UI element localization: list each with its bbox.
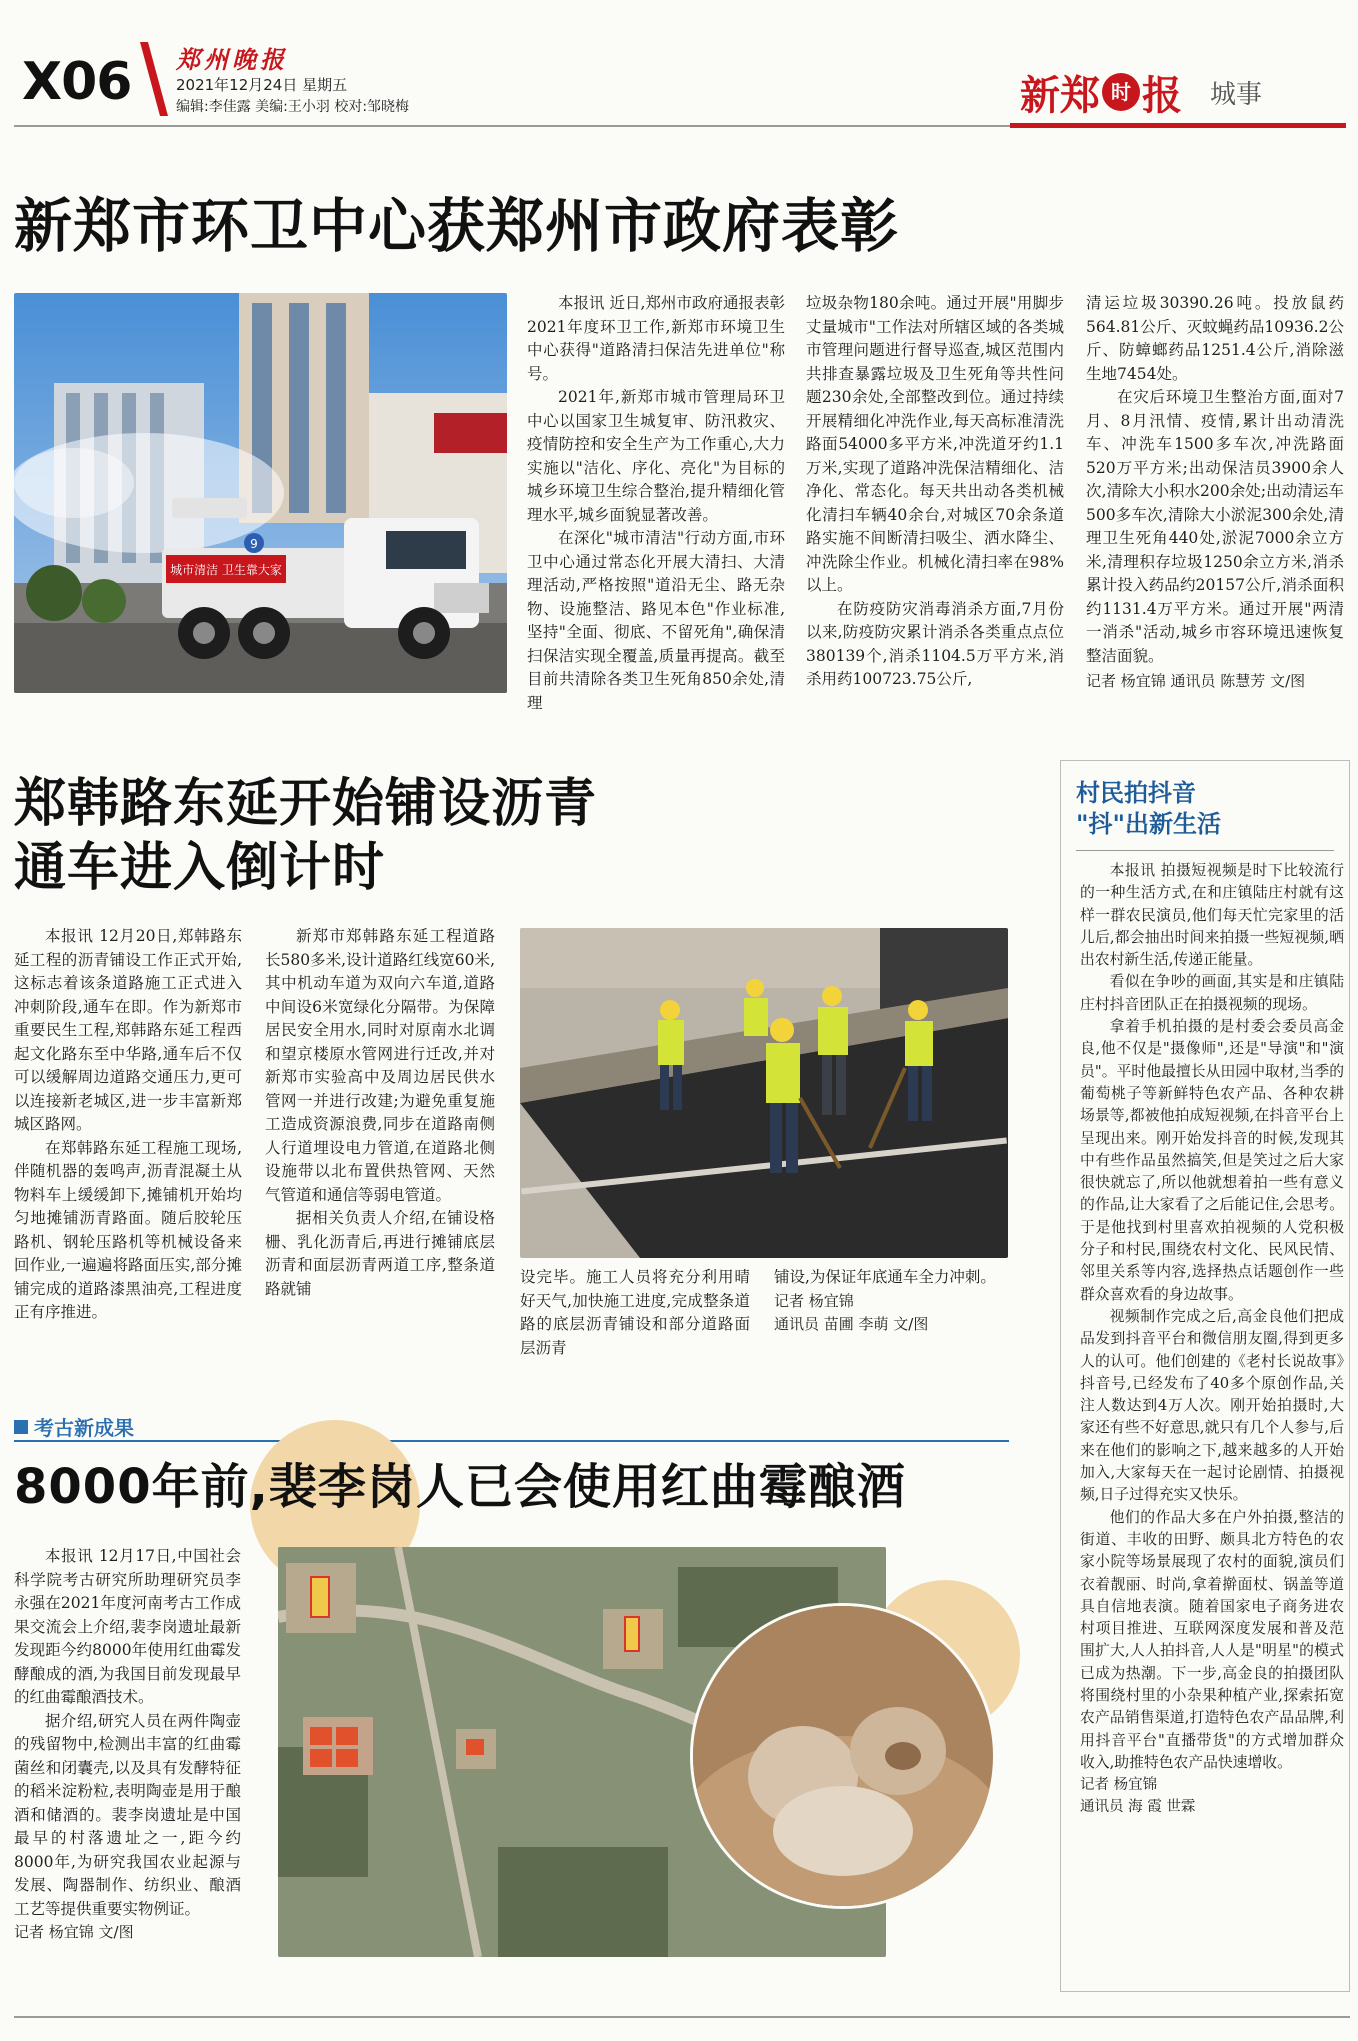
story1-paragraph: 在防疫防灾消毒消杀方面,7月份以来,防疫防灾累计消杀各类重点点位380139个,消杀1104.5万平方米,消杀用药100723.75公斤, <box>806 599 1064 688</box>
story2-headline-line1: 郑韩路东延开始铺设沥青 <box>14 774 598 834</box>
story2-column-3 <box>520 1266 750 1360</box>
story1-column-3 <box>1086 292 1344 693</box>
story2-paragraph: 本报讯 12月20日,郑韩路东延工程的沥青铺设工作正式开始,这标志着该条道路施工正式进入冲刺阶段,通车在即。作为新郑市重要民生工程,郑韩路东延工程西起文化路东至中华路,通车后不仅可以缓解周边道路交通压力,更可以连接新老城区,进一步丰富新郑城区路网。 <box>14 927 242 1133</box>
sidebar-paragraph: 拿着手机拍摄的是村委会委员高金良,他不仅是"摄像师",还是"导演"和"演员"。平时他最擅长从田园中取材,当季的葡萄桃子等新鲜特色农产品、各种农耕场景等,都被他拍成短视频,在抖音平台上呈现出来。刚开始发抖音的时候,发现其中有些作品虽然搞笑,但是笑过之后大家很快就忘了,所以他就想着拍一些有意义的作品,让大家看了之后能记住,会思考。于是他找到村里喜欢拍视频的人党积极分子和村民,围绕农村文化、民风民情、邻里关系等内容,选择热点话题创作一些群众喜欢看的身边故事。 <box>1080 1018 1344 1303</box>
masthead-slash-icon <box>136 40 170 118</box>
sanitation-truck-photo <box>14 293 507 693</box>
story1-paragraph: 本报讯 近日,郑州市政府通报表彰2021年度环卫工作,新郑市环境卫生中心获得"道路清扫保洁先进单位"称号。 <box>527 294 785 383</box>
editor-credits: 编辑:李佳露 美编:王小羽 校对:邹晓梅 <box>176 99 410 115</box>
masthead-red-rule <box>1010 123 1346 128</box>
brand-logo <box>1020 62 1262 122</box>
page-code: X06 <box>22 52 132 112</box>
masthead <box>0 0 1358 135</box>
kicker-square-icon <box>14 1420 28 1434</box>
story1-headline: 新郑市环卫中心获郑州市政府表彰 <box>14 192 900 260</box>
story2-byline-2: 通讯员 苗圃 李萌 文/图 <box>774 1314 929 1333</box>
sidebar-rule <box>1076 850 1334 851</box>
sidebar-body <box>1080 860 1344 1818</box>
story3-byline: 记者 杨宜锦 文/图 <box>14 1923 134 1941</box>
story1-paragraph: 2021年,新郑市城市管理局环卫中心以国家卫生城复审、防汛救灾、疫情防控和安全生产为工作重心,大力实施以"洁化、序化、亮化"为目标的城乡环境卫生综合整治,提升精细化管理水平,城乡面貌显著改善。 <box>527 388 785 524</box>
masthead-gray-rule <box>14 125 1010 127</box>
story1-column-1 <box>527 292 785 715</box>
story2-headline-line2: 通车进入倒计时 <box>14 838 386 898</box>
truck-banner-text: 城市清洁 卫生靠大家 <box>170 563 282 577</box>
sidebar-byline-2: 通讯员 海 霞 世霖 <box>1080 1799 1196 1816</box>
sidebar-paragraph: 视频制作完成之后,高金良他们把成品发到抖音平台和微信朋友圈,得到更多人的认可。他们创建的《老村长说故事》抖音号,已经发布了40多个原创作品,关注人数达到4万人次。刚开始拍摄时,大家还有些不好意思,就只有几个人参与,后来在他们的影响之下,越来越多的人开始加入,大家每天在一起讨论剧情、拍摄视频,日子过得充实又快乐。 <box>1080 1307 1344 1504</box>
story2-headline <box>14 772 597 900</box>
story3-kicker <box>14 1412 134 1441</box>
story1-paragraph: 清运垃圾30390.26吨。投放鼠药564.81公斤、灭蚊蝇药品10936.2公斤、防蟑螂药品1251.4公斤,消除滋生地7454处。 <box>1086 294 1344 383</box>
sidebar-paragraph: 本报讯 拍摄短视频是时下比较流行的一种生活方式,在和庄镇陆庄村就有这样一群农民演员,他们每天忙完家里的活儿后,都会抽出时间来拍摄一些短视频,晒出农村新生活,传递正能量。 <box>1080 862 1344 969</box>
story2-paragraph: 新郑市郑韩路东延工程道路长580多米,设计道路红线宽60米,其中机动车道为双向六车道,道路中间设6米宽绿化分隔带。为保障居民安全用水,同时对原南水北调和望京楼原水管网进行迁改,并对新郑市实验高中及周边居民供水管网一并进行改建;为避免重复施工造成资源浪费,同步在道路南侧人行道埋设电力管道,在道路北侧设施带以北布置供热管网、天然气管道和通信等弱电管道。 <box>265 927 495 1204</box>
story2-paragraph: 据相关负责人介绍,在铺设格栅、乳化沥青后,再进行摊铺底层沥青和面层沥青两道工序,整条道路就铺 <box>265 1209 495 1298</box>
story1-byline: 记者 杨宜锦 通讯员 陈慧芳 文/图 <box>1086 672 1306 690</box>
paper-name-logo: 郑州晚报 <box>176 45 288 74</box>
sidebar-headline <box>1076 778 1221 840</box>
story3-body <box>14 1545 241 1944</box>
sidebar-paragraph: 看似在争吵的画面,其实是和庄镇陆庄村抖音团队正在拍摄视频的现场。 <box>1080 973 1344 1013</box>
pottery-inset-circle <box>690 1603 996 1909</box>
sidebar-paragraph: 他们的作品大多在户外拍摄,整洁的街道、丰收的田野、颇具北方特色的农家小院等场景展现了农村的面貌,演员们衣着靓丽、时尚,拿着擀面杖、锅盖等道具自信地表演。随着国家电子商务进农村项目推进、互联网深度发展和普及范围扩大,人人拍抖音,人人是"明星"的模式已成为热潮。下一步,高金良的拍摄团队将围绕村里的小杂果种植产业,探索拓宽农产品销售渠道,打造特色农产品品牌,利用抖音平台"直播带货"的方式增加群众收入,助推特色农产品快速增收。 <box>1080 1508 1344 1771</box>
brand-part2: 报 <box>1142 72 1182 119</box>
story2-column-1 <box>14 925 242 1325</box>
story3-paragraph: 本报讯 12月17日,中国社会科学院考古研究所助理研究员李永强在2021年度河南考古工作成果交流会上介绍,裴李岗遗址最新发现距今约8000年使用红曲霉发酵酿成的酒,为我国目前发现最早的红曲霉酿酒技术。 <box>14 1547 241 1706</box>
truck-number: 9 <box>250 537 258 551</box>
issue-date: 2021年12月24日 星期五 <box>176 76 348 94</box>
story2-column-4 <box>774 1266 1008 1336</box>
sidebar-byline-1: 记者 杨宜锦 <box>1080 1777 1158 1794</box>
story2-paragraph: 铺设,为保证年底通车全力冲刺。 <box>774 1268 996 1286</box>
story2-column-2 <box>265 925 495 1301</box>
kicker-label: 考古新成果 <box>34 1416 134 1440</box>
brand-circle: 时 <box>1102 73 1140 111</box>
story2-byline-1: 记者 杨宜锦 <box>774 1291 854 1310</box>
story1-paragraph: 在灾后环境卫生整治方面,面对7月、8月汛情、疫情,累计出动清洗车、冲洗车1500多车次,冲洗路面520万平方米;出动保洁员3900余人次,清除大小积水200余处;出动清运车500多车次,清除大小淤泥300余处,清理卫生死角440处,淤泥7000余立方米,清理积存垃圾1250余立方米,消杀累计投入药品约20157公斤,消杀面积约1131.4万平方米。通过开展"两清一消杀"活动,城乡市容环境迅速恢复整洁面貌。 <box>1086 388 1344 665</box>
kicker-blue-rule <box>14 1440 1009 1442</box>
sidebar-headline-line2: "抖"出新生活 <box>1076 810 1222 838</box>
bottom-rule <box>14 2016 1350 2018</box>
section-name: 城事 <box>1210 79 1263 110</box>
story3-headline: 8000年前,裴李岗人已会使用红曲霉酿酒 <box>14 1459 906 1515</box>
story2-paragraph: 设完毕。施工人员将充分利用晴好天气,加快施工进度,完成整条道路的底层沥青铺设和部分道路面层沥青 <box>520 1268 750 1357</box>
road-paving-photo <box>520 928 1008 1258</box>
story3-paragraph: 据介绍,研究人员在两件陶壶的残留物中,检测出丰富的红曲霉菌丝和闭囊壳,以及具有发酵特征的稻米淀粉粒,表明陶壶是用于酿酒和储酒的。裴李岗遗址是中国最早的村落遗址之一,距今约8000年,为研究我国农业起源与发展、陶器制作、纺织业、酿酒工艺等提供重要实物例证。 <box>14 1711 241 1918</box>
story1-paragraph: 垃圾杂物180余吨。通过开展"用脚步丈量城市"工作法对所辖区域的各类城市管理问题进行督导巡查,城区范围内共排查暴露垃圾及卫生死角等共性问题230余处,全部整改到位。通过持续开展精细化冲洗作业,每天高标准清洗路面54000多平方米,冲洗道牙约1.1万米,实现了道路冲洗保洁精细化、洁净化、常态化。每天共出动各类机械化清扫车辆40余台,对城区70余条道路实施不间断清扫吸尘、洒水降尘、冲洗除尘作业。机械化清扫率在98%以上。 <box>806 294 1064 594</box>
story1-paragraph: 在深化"城市清洁"行动方面,市环卫中心通过常态化开展大清扫、大清理活动,严格按照"道沿无尘、路无杂物、设施整洁、路见本色"作业标准,坚持"全面、彻底、不留死角",确保清扫保洁实现全覆盖,质量再提高。截至目前共清除各类卫生死角850余处,清理 <box>527 529 785 712</box>
brand-part1: 新郑 <box>1020 72 1100 119</box>
story2-paragraph: 在郑韩路东延工程施工现场,伴随机器的轰鸣声,沥青混凝土从物料车上缓缓卸下,摊铺机开始均匀地摊铺沥青路面。随后胶轮压路机、钢轮压路机等机械设备来回作业,一遍遍将路面压实,部分摊铺完成的道路漆黑油亮,工程进度正有序推进。 <box>14 1138 242 1321</box>
story1-column-2 <box>806 292 1064 692</box>
sidebar-headline-line1: 村民拍抖音 <box>1076 779 1196 807</box>
